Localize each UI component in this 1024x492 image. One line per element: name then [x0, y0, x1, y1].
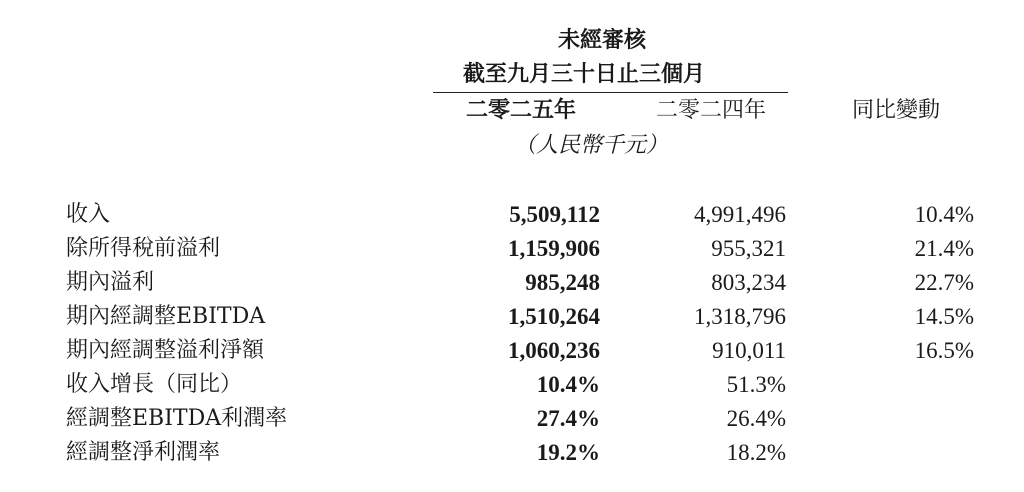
row-label: 除所得稅前溢利: [66, 236, 221, 261]
value-2025: 27.4%: [536, 406, 600, 431]
value-2024: 803,234: [711, 270, 786, 295]
value-2024: 51.3%: [726, 372, 786, 397]
value-2025: 985,248: [525, 270, 600, 295]
value-2025: 1,060,236: [508, 338, 600, 363]
table-row: [0, 370, 1024, 400]
column-header-yoy: 同比變動: [852, 98, 941, 123]
value-2024: 4,991,496: [694, 202, 786, 227]
row-label: 期內經調整溢利淨額: [66, 338, 265, 363]
value-2024: 1,318,796: [694, 304, 786, 329]
value-2024: 955,321: [711, 236, 786, 261]
value-2025: 1,510,264: [508, 304, 600, 329]
period-heading: 截至九月三十日止三個月: [463, 62, 706, 87]
value-2024: 18.2%: [726, 440, 786, 465]
table-row: [0, 302, 1024, 332]
table-row: [0, 404, 1024, 434]
value-2025: 19.2%: [536, 440, 600, 465]
value-yoy: 10.4%: [914, 202, 974, 227]
value-yoy: 14.5%: [914, 304, 974, 329]
period-underline: [433, 92, 788, 93]
value-yoy: 16.5%: [914, 338, 974, 363]
value-2024: 910,011: [712, 338, 786, 363]
table-row: [0, 438, 1024, 468]
table-row: [0, 234, 1024, 264]
row-label: 期內經調整EBITDA: [66, 304, 266, 329]
row-label: 經調整淨利潤率: [66, 440, 221, 465]
value-yoy: 21.4%: [914, 236, 974, 261]
row-label: 經調整EBITDA利潤率: [66, 406, 288, 431]
value-2025: 5,509,112: [509, 202, 600, 227]
unit-label: （人民幣千元）: [514, 133, 669, 158]
column-header-2024: 二零二四年: [656, 98, 767, 123]
value-2025: 10.4%: [536, 372, 600, 397]
column-header-2025: 二零二五年: [466, 98, 577, 123]
row-label: 收入增長（同比）: [66, 372, 243, 397]
value-2024: 26.4%: [726, 406, 786, 431]
row-label: 收入: [66, 202, 111, 227]
table-row: [0, 200, 1024, 230]
row-label: 期內溢利: [66, 270, 155, 295]
value-yoy: 22.7%: [914, 270, 974, 295]
table-row: [0, 336, 1024, 366]
table-row: [0, 268, 1024, 298]
value-2025: 1,159,906: [508, 236, 600, 261]
audit-status-heading: 未經審核: [558, 28, 647, 53]
